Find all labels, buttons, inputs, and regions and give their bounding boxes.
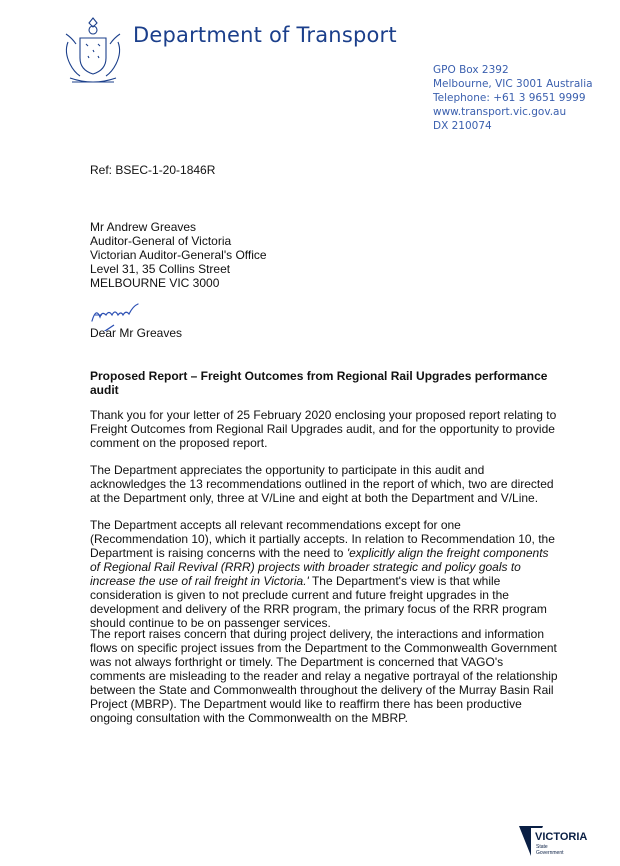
quoted-recommendation: 'explicitly align the freight components of Regional Rail Revival (RRR) projects with broader strategic and policy goals to increase the use of rail freight in Victoria.': [90, 546, 549, 588]
recipient-line: Level 31, 35 Collins Street: [90, 262, 231, 276]
reference-number: Ref: BSEC-1-20-1846R: [90, 163, 216, 177]
recipient-address: [90, 220, 560, 290]
salutation: Dear Mr Greaves: [90, 326, 183, 340]
recipient-line: MELBOURNE VIC 3000: [90, 276, 220, 290]
logo-state: State: [536, 844, 548, 850]
paragraph-3: [90, 518, 560, 630]
logo-government: Government: [536, 850, 564, 856]
postal-address: GPO Box 2392: [433, 64, 509, 76]
department-title: Department of Transport: [133, 23, 397, 47]
dx-number: DX 210074: [433, 120, 492, 132]
city-address: Melbourne, VIC 3001 Australia: [433, 78, 593, 90]
recipient-line: Auditor-General of Victoria: [90, 234, 232, 248]
paragraph-3-text: The Department accepts all relevant recommendations except for one (Recommendation 10), which it partially accepts. In relation to Recommendation 10, the Department is raising concerns with the need to: [90, 518, 555, 560]
paragraph-3-text-end: The Department's view is that while consideration is given to not preclude current and future freight upgrades in the development and delivery of the RRR program, the primary focus of the RRR program should continue to be on passenger services.: [90, 574, 547, 630]
contact-block: [433, 63, 593, 133]
victoria-state-government-logo: [517, 824, 589, 860]
paragraph-4: The report raises concern that during project delivery, the interactions and information flows on specific project issues from the Department to the Commonwealth Government was not always forthright or timely. The Department is concerned that VAGO's comments are misleading to the reader and relay a negative portrayal of the relationship between the State and Commonwealth throughout the delivery of the Murray Basin Rail Project (MBRP). The Department would like to reaffirm there has been productive ongoing consultation with the Commonwealth on the MBRP.: [90, 627, 558, 725]
subject-line: Proposed Report – Freight Outcomes from Regional Rail Upgrades performance audit: [90, 369, 548, 397]
logo-wordmark: VICTORIA: [535, 831, 588, 843]
coat-of-arms-logo: [60, 12, 126, 86]
telephone: Telephone: +61 3 9651 9999: [433, 92, 586, 104]
paragraph-1: Thank you for your letter of 25 February 2020 enclosing your proposed report relating to Freight Outcomes from Regional Rail Upgrades audit, and for the opportunity to provide comment on the proposed report.: [90, 408, 557, 450]
recipient-line: Mr Andrew Greaves: [90, 220, 197, 234]
website: www.transport.vic.gov.au: [433, 106, 567, 118]
paragraph-2: The Department appreciates the opportunity to participate in this audit and acknowledges the 13 recommendations outlined in the report of which, two are directed at the Department only, three at V/Line and eight at both the Department and V/Line.: [90, 463, 554, 505]
recipient-line: Victorian Auditor-General's Office: [90, 248, 267, 262]
